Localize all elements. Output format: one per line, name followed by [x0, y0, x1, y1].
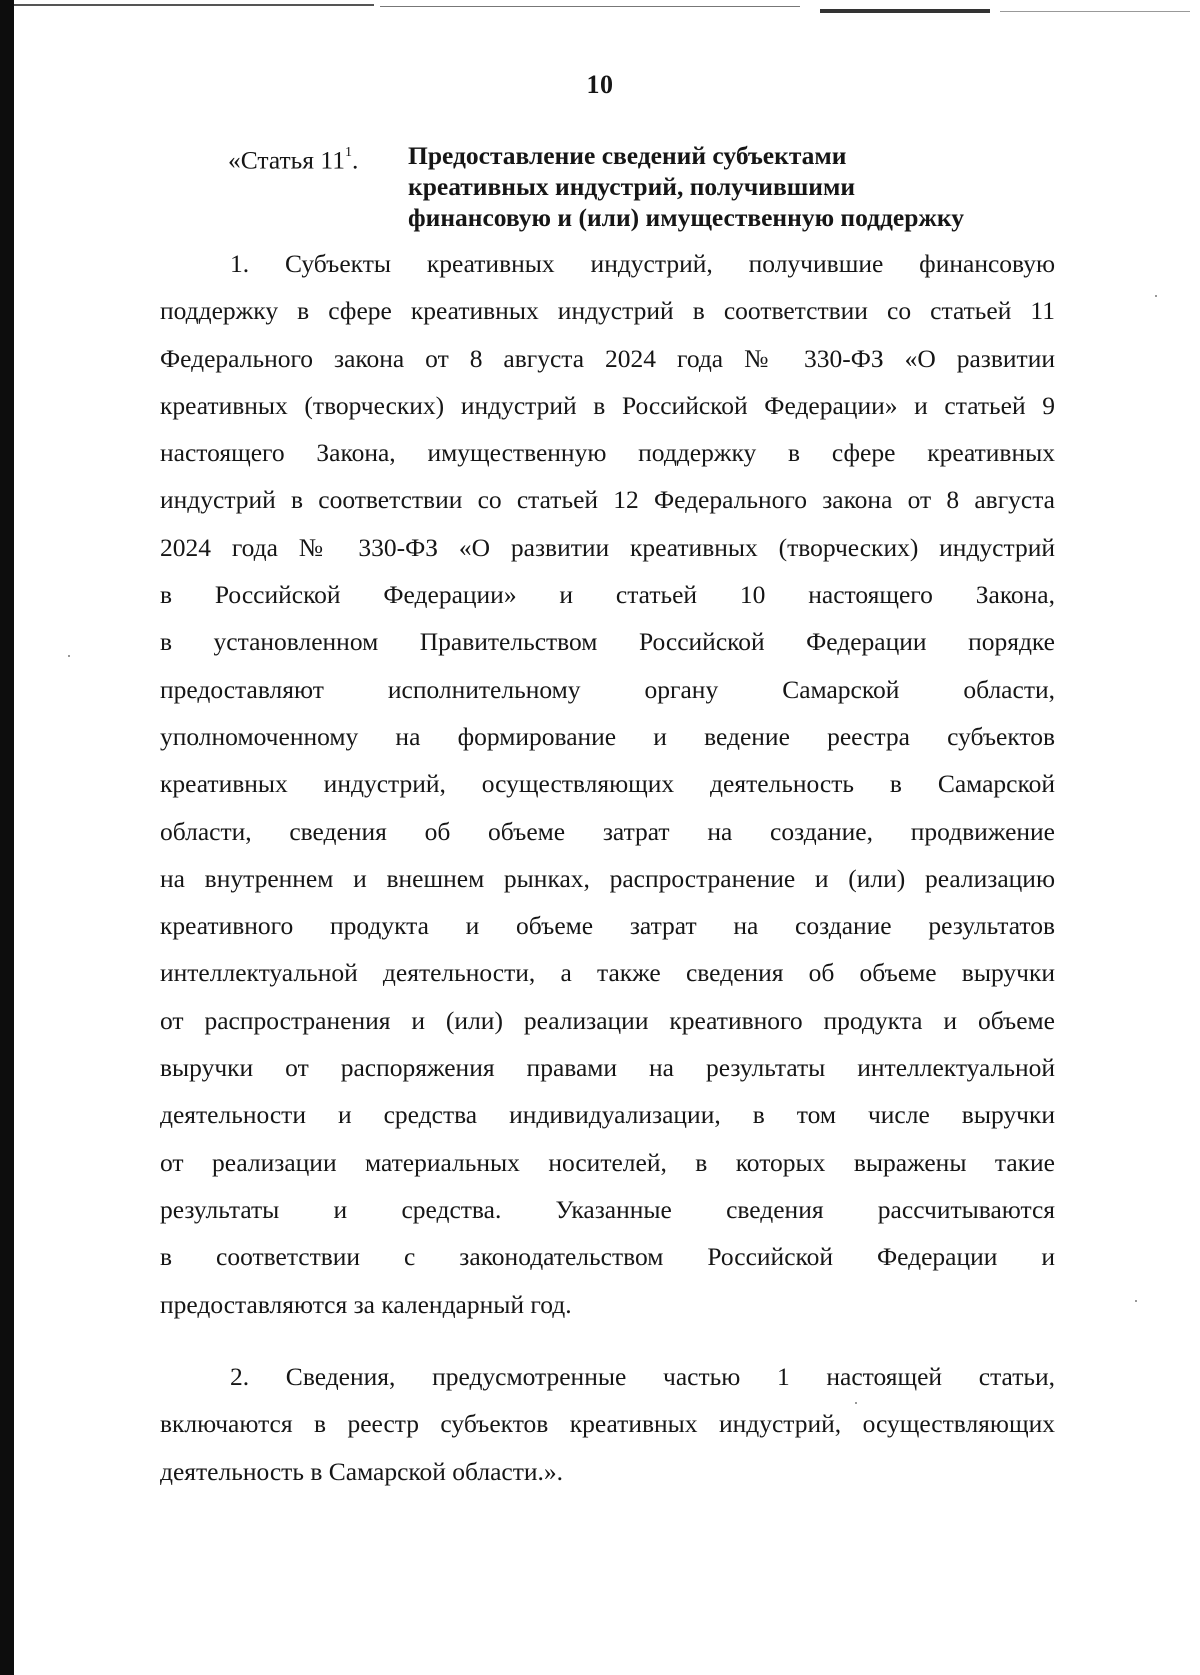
paragraph-line: результаты и средства. Указанные сведения рассчитываются — [160, 1194, 1055, 1224]
article-title-line: финансовую и (или) имущественную поддержку — [408, 203, 965, 232]
paragraph-line: от реализации материальных носителей, в которых выражены такие — [160, 1147, 1055, 1177]
paragraph-line: настоящего Закона, имущественную поддержку в сфере креативных — [160, 438, 1055, 468]
paragraph-line: 2024 года № 330-ФЗ «О развитии креативных (творческих) индустрий — [160, 532, 1055, 562]
paragraph-line: от распространения и (или) реализации креативного продукта и объеме — [160, 1005, 1055, 1035]
scan-speck — [68, 655, 70, 657]
paragraph-line: деятельности и средства индивидуализации, в том числе выручки — [160, 1100, 1055, 1130]
paragraph-line: области, сведения об объеме затрат на создание, продвижение — [160, 816, 1055, 846]
article-label-suffix: . — [351, 145, 359, 175]
paragraph-line: деятельность в Самарской области.». — [160, 1456, 564, 1486]
paragraph-line: на внутреннем и внешнем рынках, распространение и (или) реализацию — [160, 863, 1055, 893]
paragraph-2 — [160, 1353, 1055, 1495]
paragraph-line: 1. Субъекты креативных индустрий, получившие финансовую — [230, 249, 1055, 278]
paragraph-1 — [160, 240, 1055, 1328]
paragraph-line: Федерального закона от 8 августа 2024 года № 330-ФЗ «О развитии — [160, 343, 1055, 373]
article-title-line: креативных индустрий, получившими — [408, 172, 856, 201]
paragraph-line: 2. Сведения, предусмотренные частью 1 настоящей статьи, — [230, 1362, 1055, 1391]
paragraph-line: выручки от распоряжения правами на результаты интеллектуальной — [160, 1053, 1055, 1083]
paragraph-line: уполномоченному на формирование и ведение реестра субъектов — [160, 721, 1055, 751]
paragraph-line: креативных индустрий, осуществляющих деятельность в Самарской — [160, 769, 1055, 799]
scan-speck — [1155, 295, 1157, 297]
article-label-prefix: «Статья 11 — [228, 145, 345, 175]
paragraph-line: предоставляются за календарный год. — [160, 1289, 572, 1319]
article-label-superscript: 1 — [344, 145, 352, 160]
paragraph-line: в Российской Федерации» и статьей 10 настоящего Закона, — [160, 580, 1055, 610]
paragraph-line: поддержку в сфере креативных индустрий в соответствии со статьей 11 — [160, 296, 1055, 326]
scan-top-rule — [380, 6, 800, 7]
paragraph-line: в соответствии с законодательством Российской Федерации и — [160, 1242, 1055, 1272]
scan-top-rule — [14, 4, 374, 6]
scan-top-rule — [820, 9, 990, 13]
page-number: 10 — [586, 70, 614, 99]
scan-left-edge — [0, 0, 14, 1675]
paragraph-line: в установленном Правительством Российской Федерации порядке — [160, 627, 1055, 657]
paragraph-line: индустрий в соответствии со статьей 12 Федерального закона от 8 августа — [160, 485, 1055, 515]
article-title — [408, 140, 964, 233]
scan-speck — [1135, 1300, 1137, 1302]
article-title-line: Предоставление сведений субъектами — [408, 141, 847, 170]
scan-top-rule — [1000, 11, 1190, 12]
paragraph-line: включаются в реестр субъектов креативных индустрий, осуществляющих — [160, 1409, 1055, 1439]
article-label — [228, 140, 408, 233]
article-heading — [228, 140, 1048, 233]
paragraph-line: креативного продукта и объеме затрат на создание результатов — [160, 911, 1055, 941]
paragraph-line: креативных (творческих) индустрий в Российской Федерации» и статьей 9 — [160, 390, 1055, 420]
paragraph-line: интеллектуальной деятельности, а также сведения об объеме выручки — [160, 958, 1055, 988]
paragraph-line: предоставляют исполнительному органу Самарской области, — [160, 674, 1055, 704]
